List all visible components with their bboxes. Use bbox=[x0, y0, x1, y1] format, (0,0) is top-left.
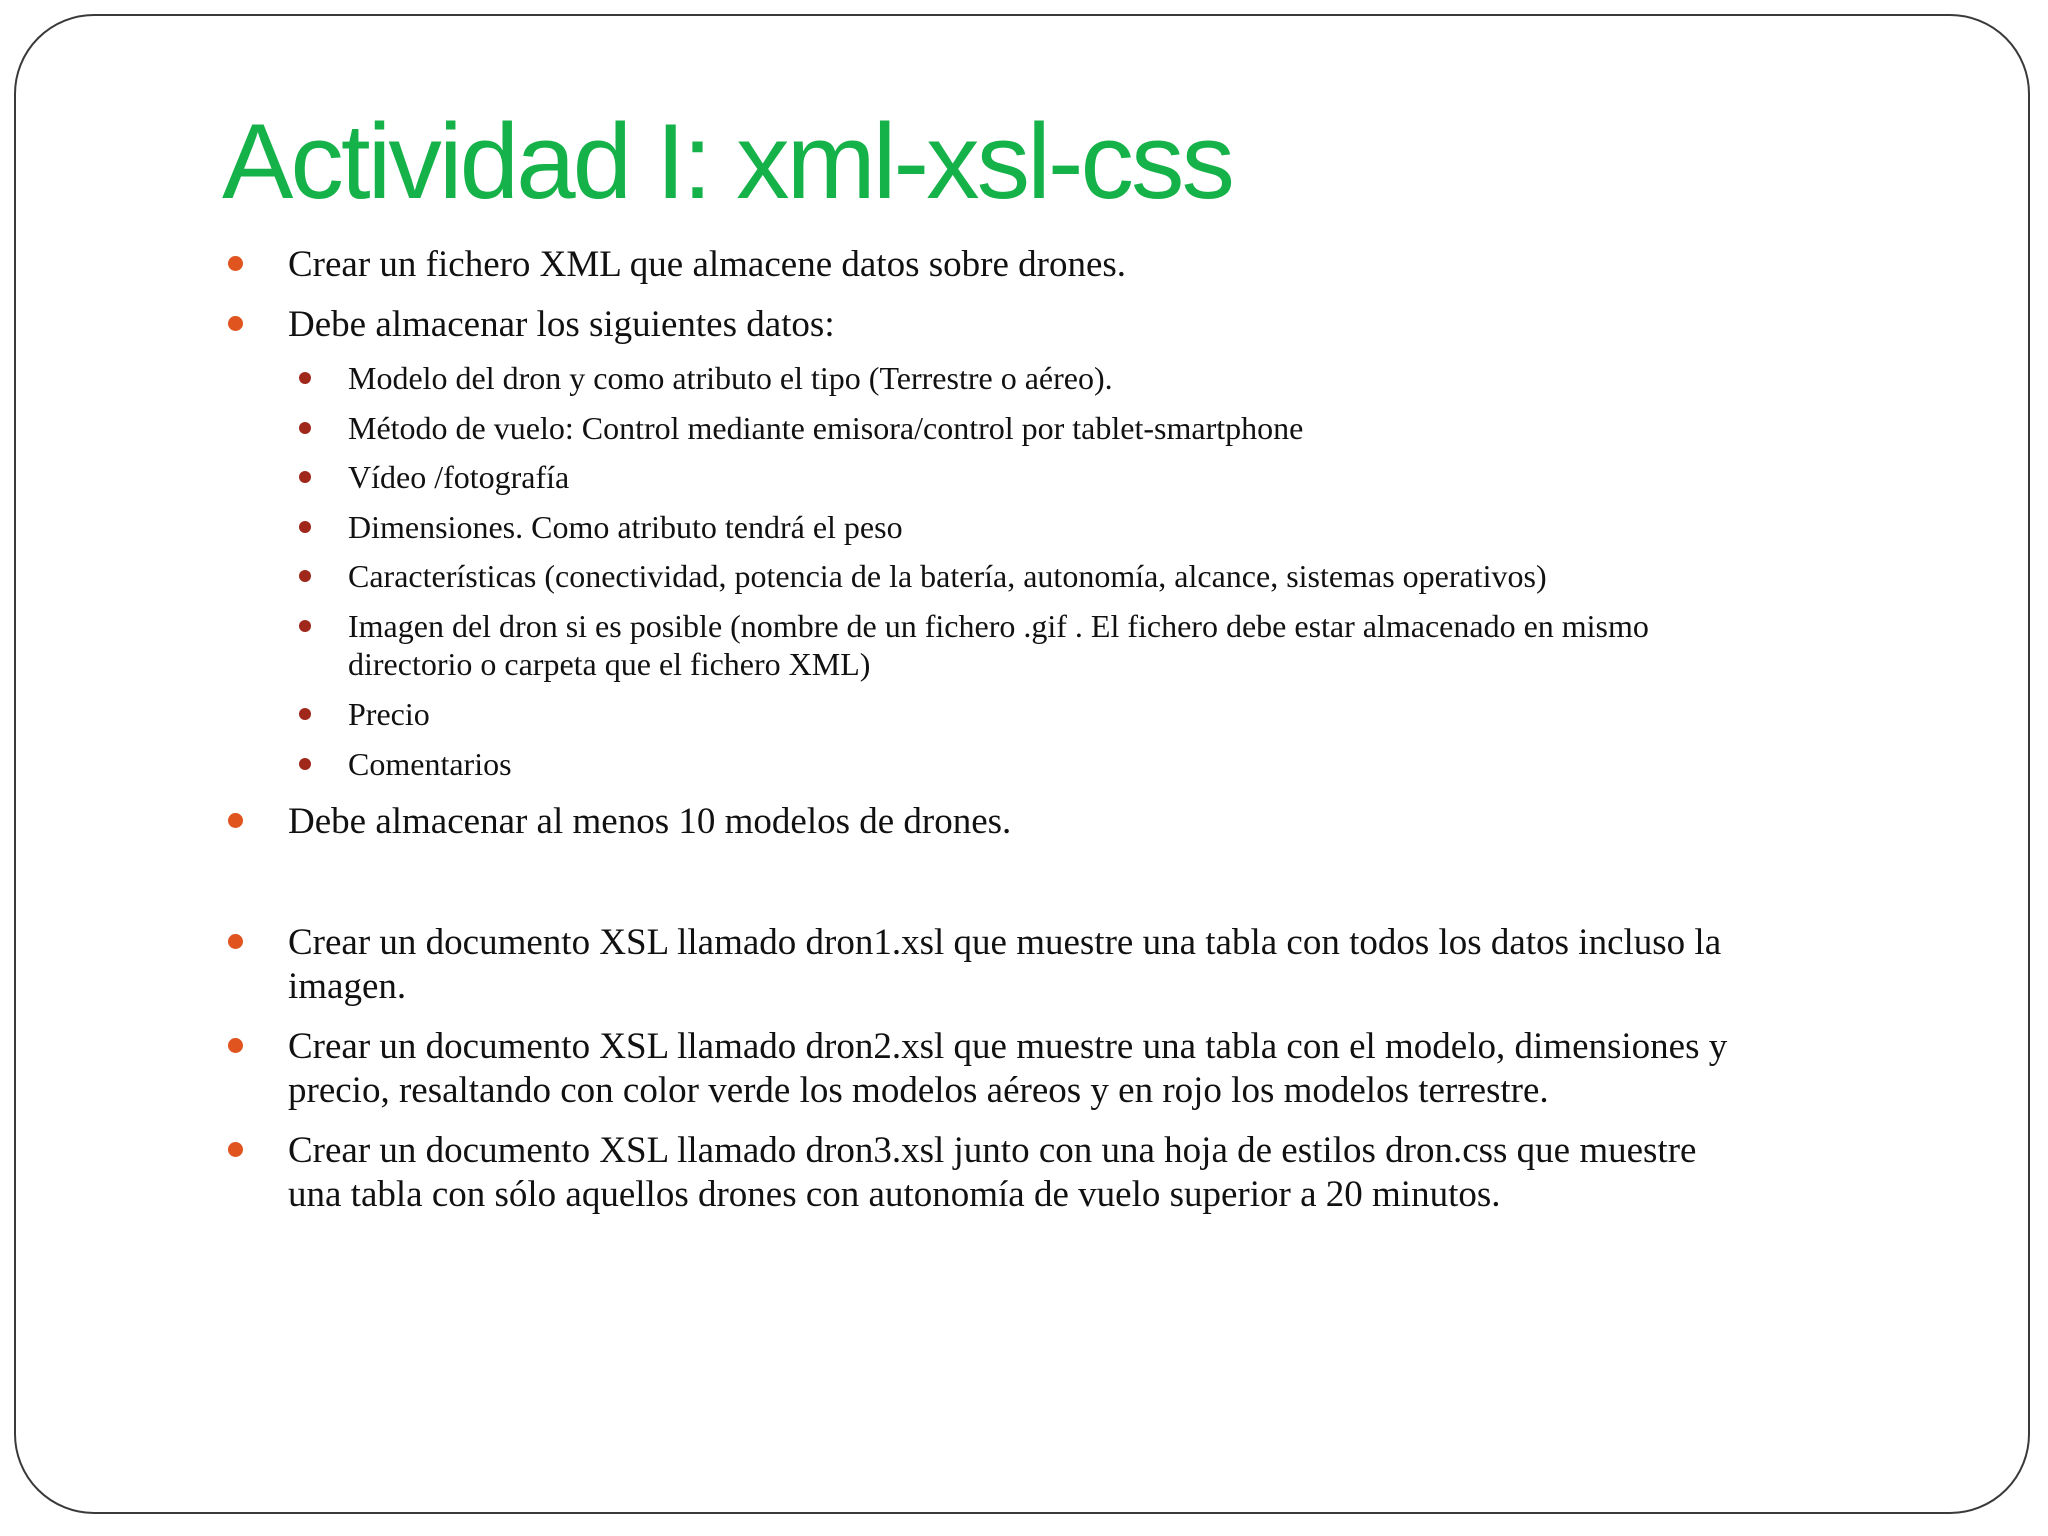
sub-list-item-text: Comentarios bbox=[348, 746, 512, 782]
sub-list-item bbox=[348, 409, 1303, 448]
sub-list-item bbox=[348, 607, 1649, 646]
list-item-text: imagen. bbox=[288, 966, 407, 1007]
sub-list-item-text: directorio o carpeta que el fichero XML) bbox=[348, 646, 871, 682]
bullet-dot-icon bbox=[299, 372, 311, 384]
sub-list-item-text: Modelo del dron y como atributo el tipo (Terrestre o aéreo). bbox=[348, 360, 1113, 396]
sub-list-item-text: Imagen del dron si es posible (nombre de un fichero .gif . El fichero debe estar almacenado en mismo bbox=[348, 608, 1649, 644]
bullet-dot-icon bbox=[228, 813, 243, 828]
sub-list-item-continuation bbox=[348, 645, 870, 684]
slide-title: Actividad I: xml-xsl-css bbox=[222, 101, 1233, 221]
sub-list-item-text: Precio bbox=[348, 696, 430, 732]
list-item-continuation bbox=[288, 965, 406, 1008]
bullet-dot-icon bbox=[299, 570, 311, 582]
bullet-dot-icon bbox=[299, 521, 311, 533]
sub-list-item bbox=[348, 557, 1547, 596]
list-item-continuation bbox=[288, 1069, 1549, 1112]
list-item bbox=[288, 921, 1721, 964]
list-item-text: precio, resaltando con color verde los modelos aéreos y en rojo los modelos terrestre. bbox=[288, 1070, 1549, 1111]
bullet-dot-icon bbox=[228, 1142, 243, 1157]
list-item bbox=[288, 800, 1011, 843]
sub-list-item bbox=[348, 695, 430, 734]
bullet-dot-icon bbox=[228, 1038, 243, 1053]
bullet-dot-icon bbox=[228, 256, 243, 271]
bullet-dot-icon bbox=[299, 620, 311, 632]
list-item-text: Crear un documento XSL llamado dron2.xsl que muestre una tabla con el modelo, dimensiones y bbox=[288, 1026, 1728, 1067]
sub-list-item-text: Vídeo /fotografía bbox=[348, 459, 570, 495]
bullet-dot-icon bbox=[299, 471, 311, 483]
list-item bbox=[288, 1025, 1727, 1068]
sub-list-item-text: Características (conectividad, potencia de la batería, autonomía, alcance, sistemas operativos) bbox=[348, 558, 1547, 594]
sub-list-item bbox=[348, 745, 512, 784]
sub-list-item-text: Método de vuelo: Control mediante emisora/control por tablet-smartphone bbox=[348, 410, 1304, 446]
list-item bbox=[288, 1129, 1696, 1172]
sub-list-item bbox=[348, 458, 569, 497]
bullet-dot-icon bbox=[299, 422, 311, 434]
bullet-dot-icon bbox=[228, 316, 243, 331]
list-item bbox=[288, 243, 1126, 286]
list-item-text: Crear un fichero XML que almacene datos sobre drones. bbox=[288, 244, 1127, 285]
list-item-text: Debe almacenar los siguientes datos: bbox=[288, 304, 835, 345]
sub-list-item bbox=[348, 508, 903, 547]
list-item-text: Crear un documento XSL llamado dron1.xsl que muestre una tabla con todos los datos incluso la bbox=[288, 922, 1722, 963]
bullet-dot-icon bbox=[228, 934, 243, 949]
list-item-text: Crear un documento XSL llamado dron3.xsl junto con una hoja de estilos dron.css que muestre bbox=[288, 1130, 1697, 1171]
slide-frame bbox=[14, 14, 2030, 1514]
list-item bbox=[288, 303, 835, 346]
list-item-continuation bbox=[288, 1173, 1501, 1216]
sub-list-item-text: Dimensiones. Como atributo tendrá el peso bbox=[348, 509, 903, 545]
list-item-text: Debe almacenar al menos 10 modelos de drones. bbox=[288, 801, 1012, 842]
bullet-dot-icon bbox=[299, 758, 311, 770]
bullet-dot-icon bbox=[299, 708, 311, 720]
sub-list-item bbox=[348, 359, 1113, 398]
list-item-text: una tabla con sólo aquellos drones con autonomía de vuelo superior a 20 minutos. bbox=[288, 1174, 1501, 1215]
